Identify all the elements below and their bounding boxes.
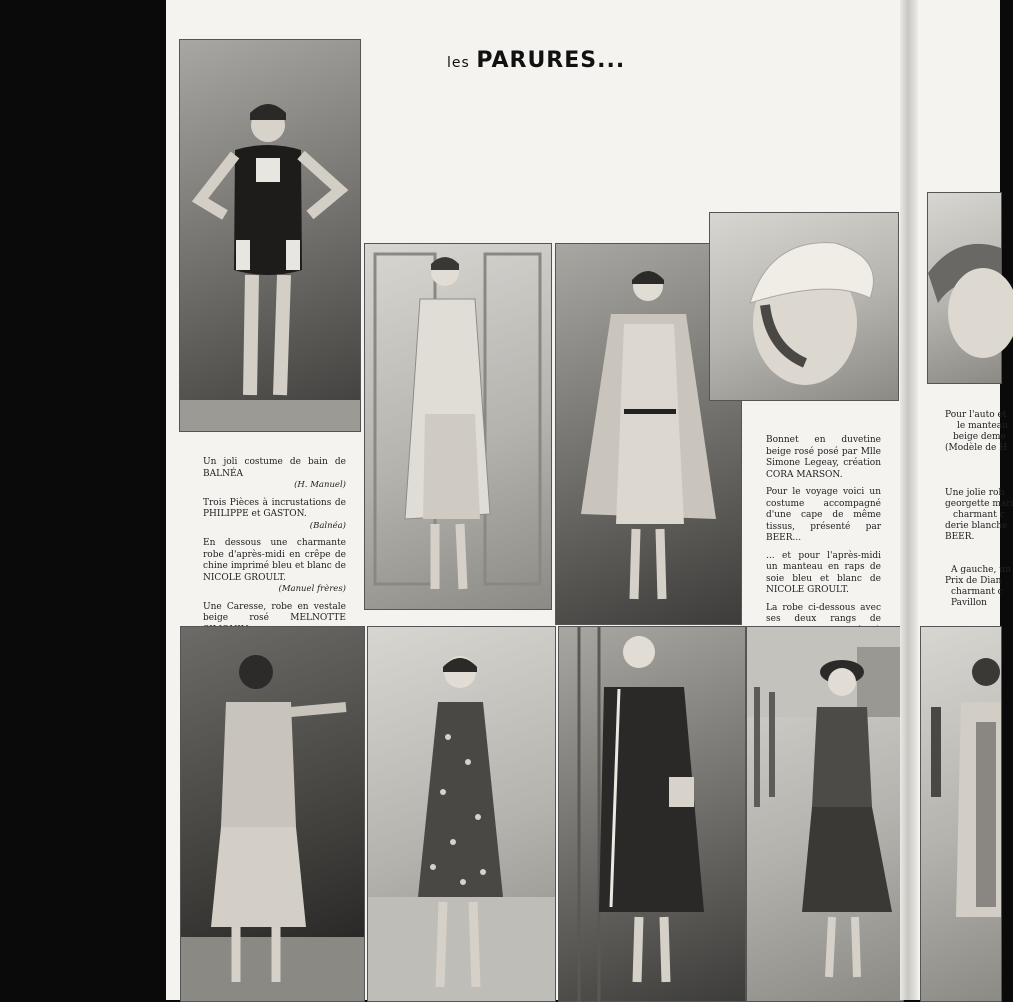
caption-line: derie blanche xyxy=(945,521,1008,531)
photo-bathing-suit xyxy=(179,39,361,432)
photo-bonnet-portrait xyxy=(709,212,899,401)
caption-source: (H. Manuel) xyxy=(294,480,346,490)
caption-entry xyxy=(203,498,346,533)
caption-entry xyxy=(203,457,346,492)
photo-printed-dress xyxy=(367,626,556,1002)
photo-right-cropped xyxy=(920,626,1002,1002)
caption-entry xyxy=(766,435,881,481)
caption-text: Trois Pièces à incrustations de PHILIPPE et GASTON. xyxy=(203,497,346,519)
caption-left xyxy=(203,457,346,642)
caption-text: ... et pour l'après-midi un manteau en raps de soie bleu et blanc de NICOLE GROULT. xyxy=(766,550,881,595)
caption-line: beige deme xyxy=(953,432,1006,442)
title-prefix: les xyxy=(447,55,470,71)
caption-text: Bonnet en duvetine beige rosé posé par Mlle Simone Legeay, création CORA MARSON. xyxy=(766,435,881,480)
caption-line: georgette mari xyxy=(945,499,1013,509)
caption-line: Une jolie rob xyxy=(945,488,1005,498)
caption-line: BEER. xyxy=(945,532,975,542)
photo-portrait-right xyxy=(927,192,1002,384)
photo-three-piece-coat xyxy=(364,243,552,610)
caption-line: Prix de Dian xyxy=(945,576,1002,586)
caption-line: Pavillon xyxy=(951,598,987,608)
title-main: PARURES... xyxy=(476,48,626,73)
caption-entry xyxy=(766,551,881,597)
caption-text: En dessous une charmante robe d'après-midi en crêpe de chine imprimé bleu et blanc de NICOLE GROULT. xyxy=(203,538,346,583)
caption-entry xyxy=(203,538,346,596)
caption-text: La robe ci-dessous avec ses deux rangs de xyxy=(766,602,881,624)
caption-source: (Manuel frères) xyxy=(278,584,346,594)
caption-line: charmant c xyxy=(953,510,1005,520)
caption-line: (Modèle de H xyxy=(945,443,1008,453)
caption-line: charmant c xyxy=(951,587,1003,597)
photo-afternoon-dress-back xyxy=(180,626,365,1002)
caption-right-cropped xyxy=(945,410,1013,609)
caption-entry xyxy=(766,487,881,545)
caption-text: Une Caresse, robe en vestale beige rosé MELNOTTE xyxy=(203,601,346,623)
photo-auteuil-dress xyxy=(746,626,904,1002)
caption-line: Pour l'auto et xyxy=(945,410,1007,420)
page-gutter xyxy=(900,0,918,1000)
caption-text: Pour le voyage voici un costume accompagné d'une cape de même tissus, présenté par BEER... xyxy=(766,487,881,543)
caption-text: Un joli costume de bain de BALNÉA xyxy=(203,457,346,479)
caption-line: le manteau xyxy=(957,421,1008,431)
caption-source: (Balnéa) xyxy=(309,520,346,531)
page-title xyxy=(447,48,625,73)
photo-silk-coat xyxy=(558,626,746,1002)
caption-line: A gauche, un xyxy=(951,565,1011,575)
